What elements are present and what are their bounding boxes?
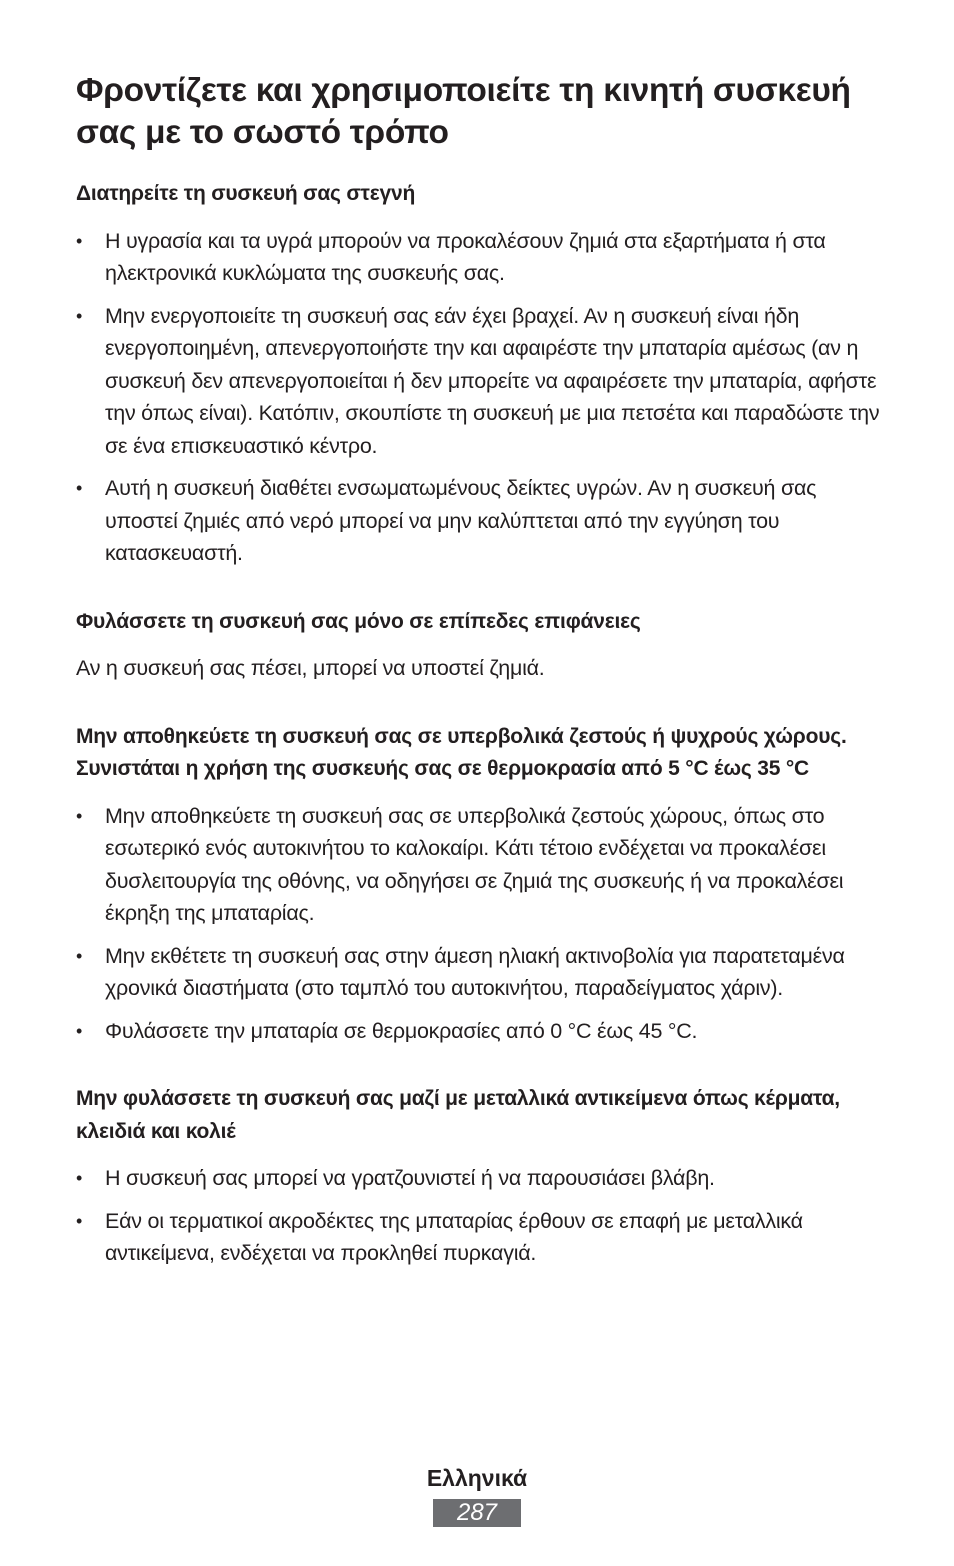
list-item bbox=[76, 472, 882, 570]
list-item bbox=[76, 225, 882, 290]
language-label: Ελληνικά bbox=[426, 1465, 528, 1491]
list-item bbox=[76, 300, 882, 463]
list-item bbox=[76, 1205, 882, 1270]
section-heading: Μην αποθηκεύετε τη συσκευή σας σε υπερβολικά ζεστούς ή ψυχρούς χώρους. Συνιστάται η χρήση της συσκευής σας σε θερμοκρασία από 5 °C έως 35 °C bbox=[76, 724, 847, 780]
list-item-text: Αυτή η συσκευή διαθέτει ενσωματωμένους δείκτες υγρών. Αν η συσκευή σας υποστεί ζημιές από νερό μπορεί να μην καλύπτεται από την εγγύηση του κατασκευαστή. bbox=[105, 476, 817, 565]
list-item-text: Η υγρασία και τα υγρά μπορούν να προκαλέσουν ζημιά στα εξαρτήματα ή στα ηλεκτρονικά κυκλώματα της συσκευής σας. bbox=[105, 228, 826, 285]
section-temperature bbox=[76, 721, 882, 1048]
list-item-text: Φυλάσσετε την μπαταρία σε θερμοκρασίες από 0 °C έως 45 °C. bbox=[105, 1018, 698, 1043]
list-item-text: Εάν οι τερματικοί ακροδέκτες της μπαταρίας έρθουν σε επαφή με μεταλλικά αντικείμενα, ενδέχεται να προκληθεί πυρκαγιά. bbox=[105, 1208, 803, 1265]
bullet-list bbox=[76, 225, 882, 570]
list-item-text: Μην ενεργοποιείτε τη συσκευή σας εάν έχει βραχεί. Αν η συσκευή είναι ήδη ενεργοποιημένη, απενεργοποιήστε την και αφαιρέστε την μπαταρία αμέσως (αν η συσκευή δεν απενεργοποιείται ή δεν μπορείτε να αφαιρέσετε την μπαταρία, αφήστε την όπως είναι). Κατόπιν, σκουπίστε τη συσκευή με μια πετσέτα και παραδώστε την σε ένα επισκευαστικό κέντρο. bbox=[105, 303, 880, 458]
list-item-text: Μην αποθηκεύετε τη συσκευή σας σε υπερβολικά ζεστούς χώρους, όπως στο εσωτερικό ενός αυτοκινήτου το καλοκαίρι. Κάτι τέτοιο ενδέχεται να προκαλέσει δυσλειτουργία της οθόνης, να οδηγήσει σε ζημιά της συσκευής ή να προκαλέσει έκρηξη της μπαταρίας. bbox=[105, 803, 844, 925]
page-footer bbox=[0, 1463, 954, 1527]
section-keep-dry bbox=[76, 178, 882, 570]
bullet-icon: • bbox=[76, 230, 83, 251]
bullet-list bbox=[76, 1162, 882, 1270]
list-item bbox=[76, 940, 882, 1005]
page-title: Φροντίζετε και χρησιμοποιείτε τη κινητή συσκευή σας με το σωστό τρόπο bbox=[76, 72, 851, 151]
list-item bbox=[76, 1015, 882, 1048]
list-item-text: Μην εκθέτετε τη συσκευή σας στην άμεση ηλιακή ακτινοβολία για παρατεταμένα χρονικά διαστήματα (στο ταμπλό του αυτοκινήτου, παραδείγματος χάριν). bbox=[105, 943, 845, 1000]
page-number: 287 bbox=[433, 1499, 521, 1527]
bullet-icon: • bbox=[76, 945, 83, 966]
list-item-text: Η συσκευή σας μπορεί να γρατζουνιστεί ή να παρουσιάσει βλάβη. bbox=[105, 1166, 715, 1190]
bullet-icon: • bbox=[76, 1168, 83, 1188]
bullet-icon: • bbox=[76, 478, 83, 498]
bullet-icon: • bbox=[76, 805, 83, 826]
list-item bbox=[76, 800, 882, 930]
section-paragraph: Αν η συσκευή σας πέσει, μπορεί να υποστεί ζημιά. bbox=[76, 656, 545, 680]
document-page bbox=[76, 70, 882, 1306]
list-item bbox=[76, 1162, 882, 1195]
bullet-list bbox=[76, 800, 882, 1048]
section-heading: Φυλάσσετε τη συσκευή σας μόνο σε επίπεδες επιφάνειες bbox=[76, 609, 641, 633]
section-heading: Μην φυλάσσετε τη συσκευή σας μαζί με μεταλλικά αντικείμενα όπως κέρματα, κλειδιά και κολιέ bbox=[76, 1087, 840, 1143]
bullet-icon: • bbox=[76, 1020, 83, 1041]
section-flat-surfaces bbox=[76, 606, 882, 685]
section-metal-objects bbox=[76, 1083, 882, 1270]
section-heading: Διατηρείτε τη συσκευή σας στεγνή bbox=[76, 182, 416, 205]
bullet-icon: • bbox=[76, 305, 83, 326]
bullet-icon: • bbox=[76, 1210, 83, 1231]
